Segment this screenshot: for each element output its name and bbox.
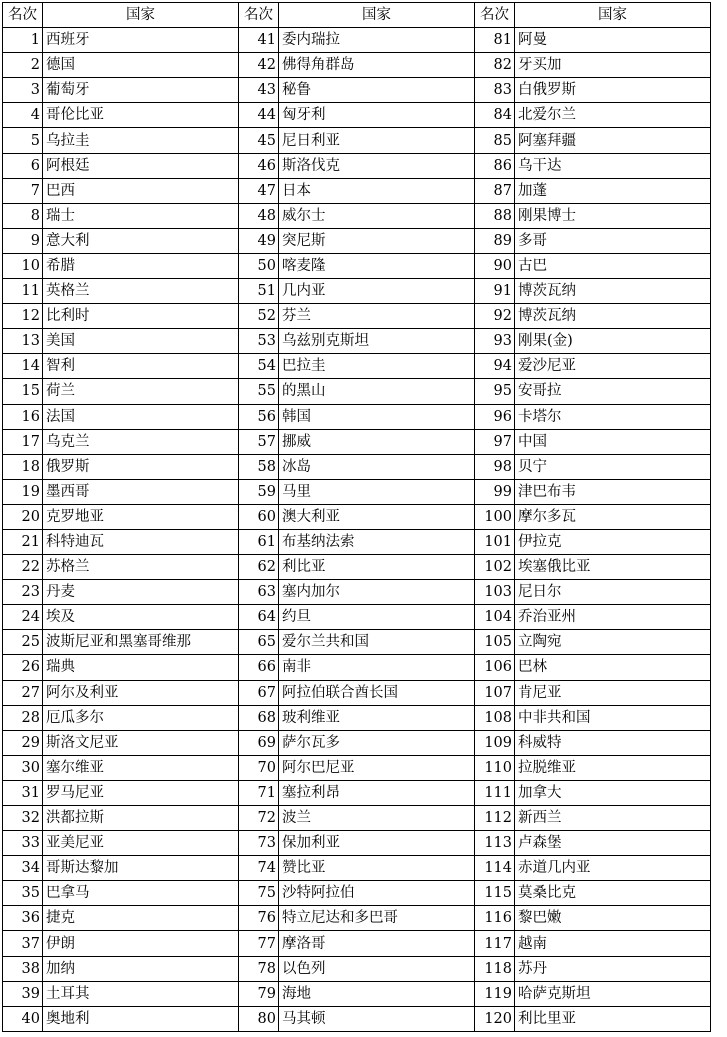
table-row bbox=[3, 404, 711, 429]
country-cell: 塞尔维亚 bbox=[43, 755, 239, 780]
rank-cell: 118 bbox=[475, 956, 515, 981]
table-row bbox=[3, 479, 711, 504]
country-cell: 特立尼达和多巴哥 bbox=[279, 906, 475, 931]
rank-cell: 53 bbox=[239, 329, 279, 354]
rank-cell: 92 bbox=[475, 304, 515, 329]
country-cell: 约旦 bbox=[279, 605, 475, 630]
country-cell: 巴林 bbox=[515, 655, 711, 680]
country-cell: 中国 bbox=[515, 429, 711, 454]
rank-cell: 3 bbox=[3, 78, 43, 103]
rank-cell: 80 bbox=[239, 1006, 279, 1031]
country-cell: 乌克兰 bbox=[43, 429, 239, 454]
country-cell: 贝宁 bbox=[515, 454, 711, 479]
rank-cell: 87 bbox=[475, 178, 515, 203]
table-row bbox=[3, 655, 711, 680]
rank-cell: 111 bbox=[475, 780, 515, 805]
rank-cell: 54 bbox=[239, 354, 279, 379]
country-cell: 斯洛文尼亚 bbox=[43, 730, 239, 755]
rank-cell: 8 bbox=[3, 203, 43, 228]
country-cell: 乌兹别克斯坦 bbox=[279, 329, 475, 354]
country-cell: 委内瑞拉 bbox=[279, 28, 475, 53]
rank-cell: 52 bbox=[239, 304, 279, 329]
rank-cell: 105 bbox=[475, 630, 515, 655]
table-row bbox=[3, 529, 711, 554]
rank-cell: 85 bbox=[475, 128, 515, 153]
rank-cell: 90 bbox=[475, 253, 515, 278]
country-cell: 尼日尔 bbox=[515, 580, 711, 605]
country-cell: 摩洛哥 bbox=[279, 931, 475, 956]
rank-cell: 84 bbox=[475, 103, 515, 128]
rank-cell: 31 bbox=[3, 780, 43, 805]
country-cell: 法国 bbox=[43, 404, 239, 429]
rank-cell: 6 bbox=[3, 153, 43, 178]
country-cell: 卢森堡 bbox=[515, 831, 711, 856]
country-cell: 丹麦 bbox=[43, 580, 239, 605]
rank-cell: 30 bbox=[3, 755, 43, 780]
rank-cell: 43 bbox=[239, 78, 279, 103]
country-cell: 瑞典 bbox=[43, 655, 239, 680]
rank-cell: 24 bbox=[3, 605, 43, 630]
table-row bbox=[3, 1006, 711, 1031]
rank-cell: 79 bbox=[239, 981, 279, 1006]
table-row bbox=[3, 605, 711, 630]
rank-cell: 42 bbox=[239, 53, 279, 78]
table-row bbox=[3, 153, 711, 178]
table-row bbox=[3, 555, 711, 580]
table-row bbox=[3, 203, 711, 228]
rank-cell: 89 bbox=[475, 228, 515, 253]
rank-cell: 74 bbox=[239, 856, 279, 881]
country-cell: 玻利维亚 bbox=[279, 705, 475, 730]
rank-cell: 40 bbox=[3, 1006, 43, 1031]
rank-cell: 76 bbox=[239, 906, 279, 931]
rank-cell: 46 bbox=[239, 153, 279, 178]
table-row bbox=[3, 53, 711, 78]
rank-cell: 4 bbox=[3, 103, 43, 128]
country-cell: 以色列 bbox=[279, 956, 475, 981]
rank-cell: 63 bbox=[239, 580, 279, 605]
country-cell: 中非共和国 bbox=[515, 705, 711, 730]
country-cell: 秘鲁 bbox=[279, 78, 475, 103]
rank-cell: 94 bbox=[475, 354, 515, 379]
rank-cell: 109 bbox=[475, 730, 515, 755]
rank-cell: 48 bbox=[239, 203, 279, 228]
country-cell: 新西兰 bbox=[515, 806, 711, 831]
country-cell: 加纳 bbox=[43, 956, 239, 981]
rank-cell: 56 bbox=[239, 404, 279, 429]
country-cell: 俄罗斯 bbox=[43, 454, 239, 479]
rank-cell: 104 bbox=[475, 605, 515, 630]
rank-cell: 60 bbox=[239, 504, 279, 529]
country-cell: 日本 bbox=[279, 178, 475, 203]
rank-header: 名次 bbox=[239, 3, 279, 28]
rank-cell: 67 bbox=[239, 680, 279, 705]
country-cell: 几内亚 bbox=[279, 279, 475, 304]
table-row bbox=[3, 228, 711, 253]
country-cell: 塞内加尔 bbox=[279, 580, 475, 605]
country-cell: 巴拿马 bbox=[43, 881, 239, 906]
country-cell: 的黑山 bbox=[279, 379, 475, 404]
rank-cell: 1 bbox=[3, 28, 43, 53]
table-row bbox=[3, 780, 711, 805]
country-cell: 比利时 bbox=[43, 304, 239, 329]
country-cell: 苏丹 bbox=[515, 956, 711, 981]
country-cell: 肯尼亚 bbox=[515, 680, 711, 705]
rank-cell: 68 bbox=[239, 705, 279, 730]
rank-cell: 9 bbox=[3, 228, 43, 253]
country-cell: 巴西 bbox=[43, 178, 239, 203]
country-cell: 马其顿 bbox=[279, 1006, 475, 1031]
country-cell: 萨尔瓦多 bbox=[279, 730, 475, 755]
rank-cell: 11 bbox=[3, 279, 43, 304]
country-cell: 澳大利亚 bbox=[279, 504, 475, 529]
country-cell: 巴拉圭 bbox=[279, 354, 475, 379]
rank-cell: 113 bbox=[475, 831, 515, 856]
country-cell: 沙特阿拉伯 bbox=[279, 881, 475, 906]
rank-cell: 20 bbox=[3, 504, 43, 529]
country-cell: 多哥 bbox=[515, 228, 711, 253]
table-row bbox=[3, 354, 711, 379]
country-header: 国家 bbox=[515, 3, 711, 28]
rank-cell: 107 bbox=[475, 680, 515, 705]
country-cell: 海地 bbox=[279, 981, 475, 1006]
country-cell: 波兰 bbox=[279, 806, 475, 831]
rank-cell: 55 bbox=[239, 379, 279, 404]
rank-cell: 57 bbox=[239, 429, 279, 454]
country-cell: 土耳其 bbox=[43, 981, 239, 1006]
table-row bbox=[3, 881, 711, 906]
country-cell: 墨西哥 bbox=[43, 479, 239, 504]
rank-header: 名次 bbox=[3, 3, 43, 28]
table-row bbox=[3, 103, 711, 128]
rank-cell: 119 bbox=[475, 981, 515, 1006]
country-cell: 博茨瓦纳 bbox=[515, 304, 711, 329]
rank-cell: 50 bbox=[239, 253, 279, 278]
rank-cell: 114 bbox=[475, 856, 515, 881]
country-cell: 爱沙尼亚 bbox=[515, 354, 711, 379]
country-cell: 哈萨克斯坦 bbox=[515, 981, 711, 1006]
rank-cell: 62 bbox=[239, 555, 279, 580]
country-cell: 津巴布韦 bbox=[515, 479, 711, 504]
rank-cell: 38 bbox=[3, 956, 43, 981]
country-cell: 黎巴嫩 bbox=[515, 906, 711, 931]
rank-cell: 61 bbox=[239, 529, 279, 554]
rank-cell: 19 bbox=[3, 479, 43, 504]
rank-cell: 44 bbox=[239, 103, 279, 128]
rank-cell: 100 bbox=[475, 504, 515, 529]
ranking-rows bbox=[3, 28, 711, 1032]
country-cell: 厄瓜多尔 bbox=[43, 705, 239, 730]
country-cell: 韩国 bbox=[279, 404, 475, 429]
rank-cell: 98 bbox=[475, 454, 515, 479]
rank-cell: 72 bbox=[239, 806, 279, 831]
table-row bbox=[3, 379, 711, 404]
rank-cell: 51 bbox=[239, 279, 279, 304]
country-cell: 意大利 bbox=[43, 228, 239, 253]
country-cell: 立陶宛 bbox=[515, 630, 711, 655]
rank-cell: 59 bbox=[239, 479, 279, 504]
rank-cell: 64 bbox=[239, 605, 279, 630]
rank-cell: 27 bbox=[3, 680, 43, 705]
rank-cell: 116 bbox=[475, 906, 515, 931]
country-cell: 科特迪瓦 bbox=[43, 529, 239, 554]
country-cell: 芬兰 bbox=[279, 304, 475, 329]
country-cell: 莫桑比克 bbox=[515, 881, 711, 906]
rank-cell: 22 bbox=[3, 555, 43, 580]
country-cell: 伊朗 bbox=[43, 931, 239, 956]
country-cell: 亚美尼亚 bbox=[43, 831, 239, 856]
country-cell: 挪威 bbox=[279, 429, 475, 454]
rank-cell: 32 bbox=[3, 806, 43, 831]
table-row bbox=[3, 956, 711, 981]
rank-cell: 12 bbox=[3, 304, 43, 329]
rank-cell: 45 bbox=[239, 128, 279, 153]
rank-cell: 34 bbox=[3, 856, 43, 881]
rank-cell: 88 bbox=[475, 203, 515, 228]
country-cell: 波斯尼亚和黑塞哥维那 bbox=[43, 630, 239, 655]
table-row bbox=[3, 178, 711, 203]
country-cell: 卡塔尔 bbox=[515, 404, 711, 429]
country-cell: 希腊 bbox=[43, 253, 239, 278]
table-row bbox=[3, 28, 711, 53]
table-row bbox=[3, 304, 711, 329]
rank-cell: 69 bbox=[239, 730, 279, 755]
rank-cell: 23 bbox=[3, 580, 43, 605]
country-cell: 奥地利 bbox=[43, 1006, 239, 1031]
country-cell: 冰岛 bbox=[279, 454, 475, 479]
rank-cell: 2 bbox=[3, 53, 43, 78]
country-cell: 赞比亚 bbox=[279, 856, 475, 881]
rank-cell: 78 bbox=[239, 956, 279, 981]
country-cell: 爱尔兰共和国 bbox=[279, 630, 475, 655]
country-cell: 埃及 bbox=[43, 605, 239, 630]
table-row bbox=[3, 981, 711, 1006]
country-cell: 古巴 bbox=[515, 253, 711, 278]
rank-cell: 103 bbox=[475, 580, 515, 605]
table-row bbox=[3, 279, 711, 304]
country-cell: 越南 bbox=[515, 931, 711, 956]
country-cell: 匈牙利 bbox=[279, 103, 475, 128]
table-row bbox=[3, 630, 711, 655]
country-cell: 西班牙 bbox=[43, 28, 239, 53]
rank-cell: 14 bbox=[3, 354, 43, 379]
rank-cell: 49 bbox=[239, 228, 279, 253]
table-row bbox=[3, 705, 711, 730]
country-cell: 马里 bbox=[279, 479, 475, 504]
country-cell: 布基纳法索 bbox=[279, 529, 475, 554]
rank-cell: 91 bbox=[475, 279, 515, 304]
country-cell: 埃塞俄比亚 bbox=[515, 555, 711, 580]
country-cell: 葡萄牙 bbox=[43, 78, 239, 103]
table-row bbox=[3, 755, 711, 780]
country-cell: 摩尔多瓦 bbox=[515, 504, 711, 529]
rank-cell: 99 bbox=[475, 479, 515, 504]
country-cell: 阿根廷 bbox=[43, 153, 239, 178]
country-cell: 刚果(金) bbox=[515, 329, 711, 354]
country-cell: 牙买加 bbox=[515, 53, 711, 78]
rank-cell: 115 bbox=[475, 881, 515, 906]
rank-cell: 21 bbox=[3, 529, 43, 554]
country-cell: 安哥拉 bbox=[515, 379, 711, 404]
rank-cell: 117 bbox=[475, 931, 515, 956]
rank-cell: 66 bbox=[239, 655, 279, 680]
country-cell: 洪都拉斯 bbox=[43, 806, 239, 831]
rank-cell: 37 bbox=[3, 931, 43, 956]
rank-cell: 110 bbox=[475, 755, 515, 780]
header-row bbox=[3, 3, 711, 28]
rank-cell: 83 bbox=[475, 78, 515, 103]
rank-cell: 81 bbox=[475, 28, 515, 53]
country-cell: 博茨瓦纳 bbox=[515, 279, 711, 304]
country-cell: 保加利亚 bbox=[279, 831, 475, 856]
country-cell: 加拿大 bbox=[515, 780, 711, 805]
country-cell: 突尼斯 bbox=[279, 228, 475, 253]
table-row bbox=[3, 730, 711, 755]
rank-cell: 102 bbox=[475, 555, 515, 580]
rank-header: 名次 bbox=[475, 3, 515, 28]
country-cell: 乌干达 bbox=[515, 153, 711, 178]
table-row bbox=[3, 329, 711, 354]
country-cell: 南非 bbox=[279, 655, 475, 680]
rank-cell: 17 bbox=[3, 429, 43, 454]
country-cell: 利比里亚 bbox=[515, 1006, 711, 1031]
rank-cell: 5 bbox=[3, 128, 43, 153]
rank-cell: 13 bbox=[3, 329, 43, 354]
rank-cell: 106 bbox=[475, 655, 515, 680]
rank-cell: 33 bbox=[3, 831, 43, 856]
table-row bbox=[3, 680, 711, 705]
rank-cell: 10 bbox=[3, 253, 43, 278]
country-cell: 瑞士 bbox=[43, 203, 239, 228]
rank-cell: 18 bbox=[3, 454, 43, 479]
ranking-table bbox=[2, 2, 711, 1032]
rank-cell: 73 bbox=[239, 831, 279, 856]
table-row bbox=[3, 580, 711, 605]
country-cell: 克罗地亚 bbox=[43, 504, 239, 529]
country-cell: 阿曼 bbox=[515, 28, 711, 53]
table-row bbox=[3, 831, 711, 856]
country-cell: 罗马尼亚 bbox=[43, 780, 239, 805]
country-header: 国家 bbox=[279, 3, 475, 28]
rank-cell: 16 bbox=[3, 404, 43, 429]
country-cell: 哥斯达黎加 bbox=[43, 856, 239, 881]
country-cell: 拉脱维亚 bbox=[515, 755, 711, 780]
rank-cell: 97 bbox=[475, 429, 515, 454]
rank-cell: 65 bbox=[239, 630, 279, 655]
rank-cell: 58 bbox=[239, 454, 279, 479]
rank-cell: 28 bbox=[3, 705, 43, 730]
country-cell: 赤道几内亚 bbox=[515, 856, 711, 881]
rank-cell: 82 bbox=[475, 53, 515, 78]
country-cell: 尼日利亚 bbox=[279, 128, 475, 153]
table-row bbox=[3, 856, 711, 881]
table-row bbox=[3, 504, 711, 529]
rank-cell: 95 bbox=[475, 379, 515, 404]
country-cell: 哥伦比亚 bbox=[43, 103, 239, 128]
rank-cell: 120 bbox=[475, 1006, 515, 1031]
table-row bbox=[3, 78, 711, 103]
rank-cell: 101 bbox=[475, 529, 515, 554]
country-cell: 北爱尔兰 bbox=[515, 103, 711, 128]
country-header: 国家 bbox=[43, 3, 239, 28]
table-row bbox=[3, 931, 711, 956]
rank-cell: 47 bbox=[239, 178, 279, 203]
rank-cell: 39 bbox=[3, 981, 43, 1006]
country-cell: 美国 bbox=[43, 329, 239, 354]
country-cell: 利比亚 bbox=[279, 555, 475, 580]
country-cell: 荷兰 bbox=[43, 379, 239, 404]
rank-cell: 112 bbox=[475, 806, 515, 831]
country-cell: 英格兰 bbox=[43, 279, 239, 304]
country-cell: 喀麦隆 bbox=[279, 253, 475, 278]
country-cell: 乌拉圭 bbox=[43, 128, 239, 153]
table-row bbox=[3, 806, 711, 831]
country-cell: 塞拉利昂 bbox=[279, 780, 475, 805]
rank-cell: 70 bbox=[239, 755, 279, 780]
country-cell: 德国 bbox=[43, 53, 239, 78]
country-cell: 苏格兰 bbox=[43, 555, 239, 580]
table-row bbox=[3, 454, 711, 479]
rank-cell: 75 bbox=[239, 881, 279, 906]
country-cell: 白俄罗斯 bbox=[515, 78, 711, 103]
table-row bbox=[3, 906, 711, 931]
country-cell: 阿拉伯联合酋长国 bbox=[279, 680, 475, 705]
country-cell: 阿尔巴尼亚 bbox=[279, 755, 475, 780]
rank-cell: 35 bbox=[3, 881, 43, 906]
rank-cell: 71 bbox=[239, 780, 279, 805]
country-cell: 乔治亚州 bbox=[515, 605, 711, 630]
rank-cell: 93 bbox=[475, 329, 515, 354]
country-cell: 威尔士 bbox=[279, 203, 475, 228]
rank-cell: 7 bbox=[3, 178, 43, 203]
table-row bbox=[3, 253, 711, 278]
country-cell: 伊拉克 bbox=[515, 529, 711, 554]
country-cell: 佛得角群岛 bbox=[279, 53, 475, 78]
rank-cell: 15 bbox=[3, 379, 43, 404]
country-cell: 科威特 bbox=[515, 730, 711, 755]
rank-cell: 86 bbox=[475, 153, 515, 178]
country-cell: 阿塞拜疆 bbox=[515, 128, 711, 153]
table-row bbox=[3, 429, 711, 454]
rank-cell: 41 bbox=[239, 28, 279, 53]
country-cell: 智利 bbox=[43, 354, 239, 379]
rank-cell: 26 bbox=[3, 655, 43, 680]
rank-cell: 25 bbox=[3, 630, 43, 655]
country-cell: 加蓬 bbox=[515, 178, 711, 203]
country-cell: 捷克 bbox=[43, 906, 239, 931]
rank-cell: 36 bbox=[3, 906, 43, 931]
country-cell: 刚果博士 bbox=[515, 203, 711, 228]
rank-cell: 108 bbox=[475, 705, 515, 730]
country-cell: 斯洛伐克 bbox=[279, 153, 475, 178]
table-row bbox=[3, 128, 711, 153]
country-cell: 阿尔及利亚 bbox=[43, 680, 239, 705]
rank-cell: 77 bbox=[239, 931, 279, 956]
rank-cell: 96 bbox=[475, 404, 515, 429]
rank-cell: 29 bbox=[3, 730, 43, 755]
